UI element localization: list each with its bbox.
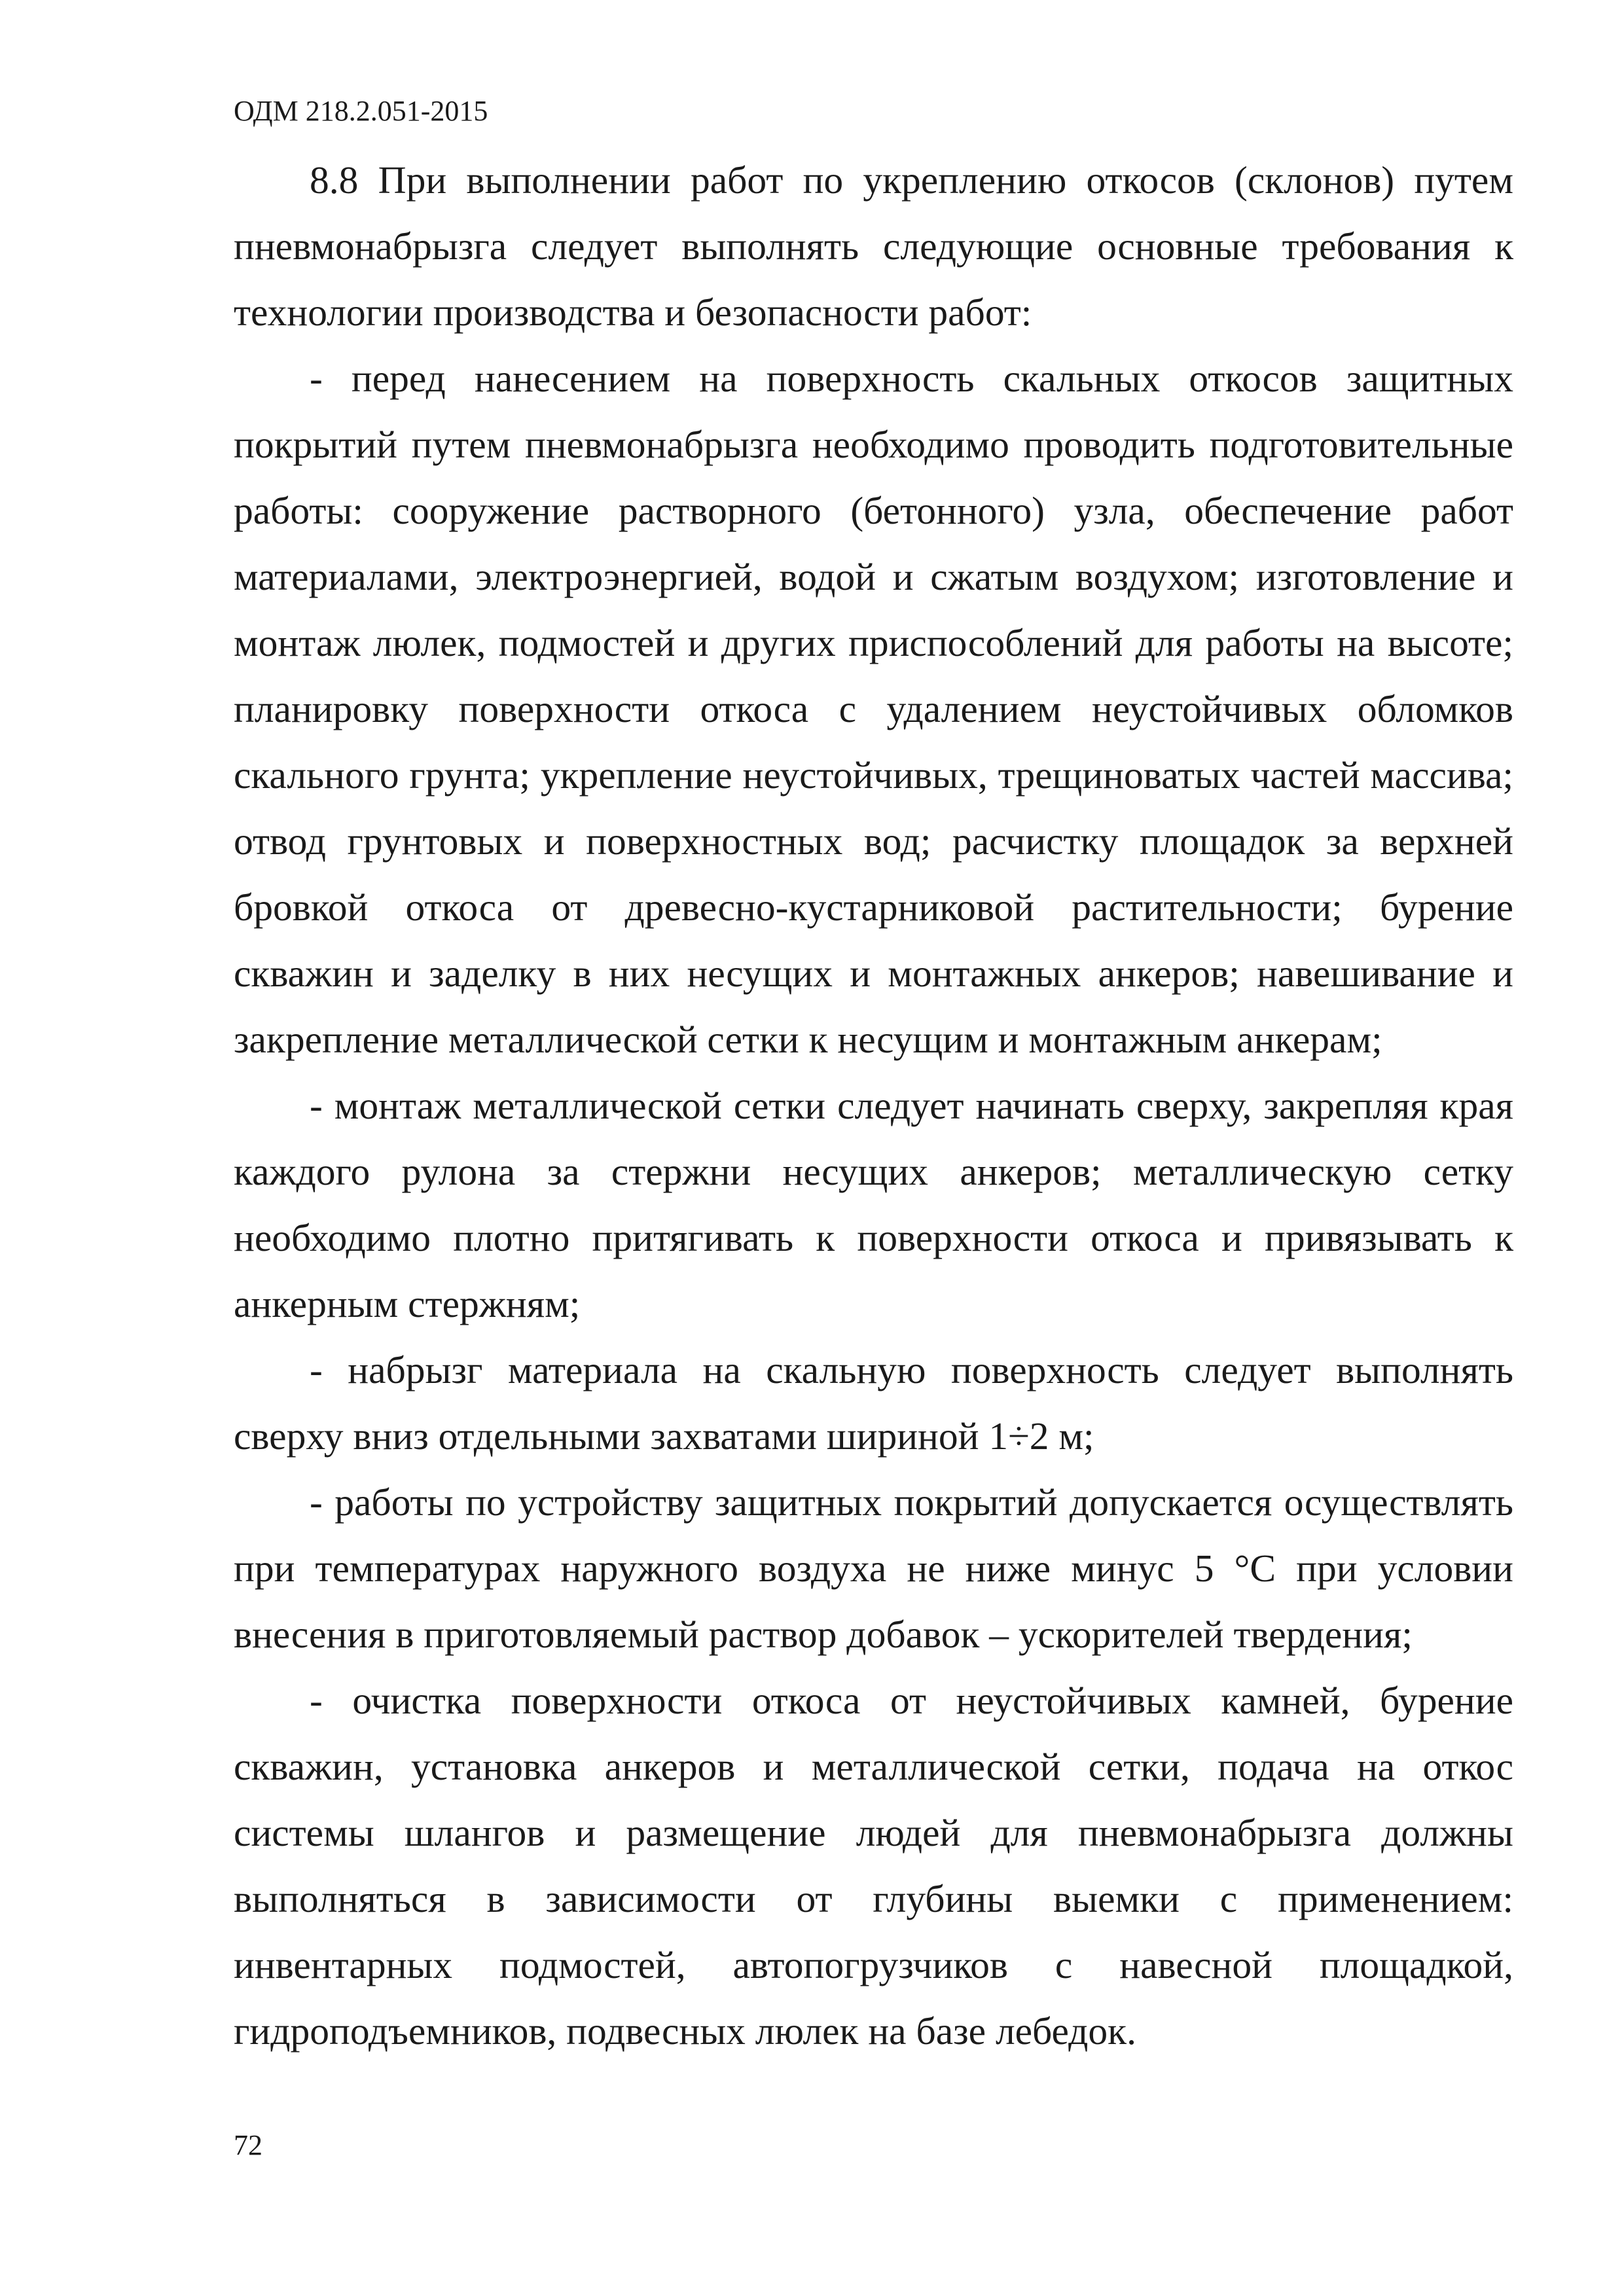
paragraph-equipment-usage: - очистка поверхности откоса от неустойчивых камней, бурение скважин, установка анкеров и металлической сетки, подача на откос системы шлангов и размещение людей для пневмонабрызга должны выполняться в зависимости от глубины выемки с применением: инвентарных подмостей, автопогрузчиков с навесной площадкой, гидроподъемников, подвесных люлек на базе лебедок. — [234, 1679, 1513, 2053]
paragraph-8-8-intro: 8.8 При выполнении работ по укреплению откосов (склонов) путем пневмонабрызга следует выполнять следующие основные требования к технологии производства и безопасности работ: — [234, 158, 1513, 334]
body-text — [234, 147, 1513, 2064]
paragraph-spraying-order: - набрызг материала на скальную поверхность следует выполнять сверху вниз отдельными захватами шириной 1÷2 м; — [234, 1348, 1513, 1458]
paragraph-preparatory-works: - перед нанесением на поверхность скальных откосов защитных покрытий путем пневмонабрызга необходимо проводить подготовительные работы: сооружение растворного (бетонного) узла, обеспечение работ материалами, электроэнергией, водой и сжатым воздухом; изготовление и монтаж люлек, подмостей и других приспособлений для работы на высоте; планировку поверхности откоса с удалением неустойчивых обломков скального грунта; укрепление неустойчивых, трещиноватых частей массива; отвод грунтовых и поверхностных вод; расчистку площадок за верхней бровкой откоса от древесно-кустарниковой растительности; бурение скважин и заделку в них несущих и монтажных анкеров; навешивание и закрепление металлической сетки к несущим и монтажным анкерам; — [234, 357, 1513, 1061]
document-code-header: ОДМ 218.2.051-2015 — [234, 95, 488, 127]
paragraph-mesh-installation: - монтаж металлической сетки следует начинать сверху, закрепляя края каждого рулона за стержни несущих анкеров; металлическую сетку необходимо плотно притягивать к поверхности откоса и привязывать к анкерным стержням; — [234, 1084, 1513, 1325]
page-number: 72 — [234, 2129, 262, 2161]
paragraph-temperature-conditions: - работы по устройству защитных покрытий допускается осуществлять при температурах наружного воздуха не ниже минус 5 °С при условии внесения в приготовляемый раствор добавок – ускорителей твердения; — [234, 1480, 1513, 1656]
